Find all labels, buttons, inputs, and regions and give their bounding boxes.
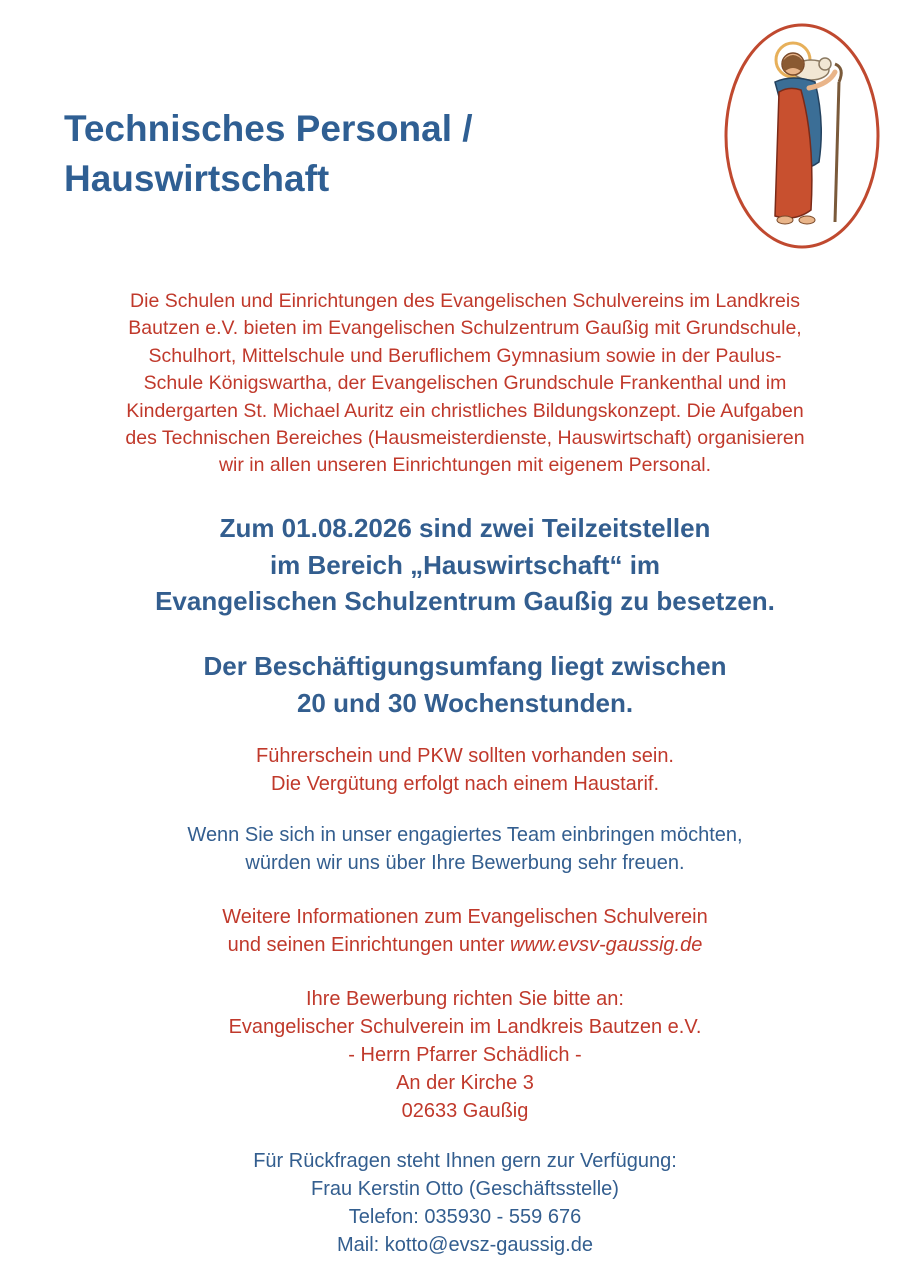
positions-line: Evangelischen Schulzentrum Gaußig zu besetzen.: [155, 586, 775, 616]
website-link[interactable]: www.evsv-gaussig.de: [510, 934, 703, 956]
intro-line: des Technischen Bereiches (Hausmeisterdienste, Hauswirtschaft) organisieren: [125, 427, 805, 450]
more-info-line: Weitere Informationen zum Evangelischen Schulverein: [222, 906, 708, 928]
application-line: - Herrn Pfarrer Schädlich -: [348, 1044, 582, 1066]
intro-line: Schule Königswartha, der Evangelischen Grundschule Frankenthal und im: [143, 372, 787, 395]
title-line-1: Technisches Personal /: [64, 108, 473, 149]
application-line: An der Kirche 3: [396, 1072, 534, 1094]
title-line-2: Hauswirtschaft: [64, 158, 330, 199]
invitation-line: Wenn Sie sich in unser engagiertes Team einbringen möchten,: [187, 824, 743, 846]
application-line: 02633 Gaußig: [401, 1100, 529, 1122]
contact-phone: Telefon: 035930 - 559 676: [348, 1206, 582, 1228]
more-info-paragraph: [20, 903, 910, 959]
intro-line: Kindergarten St. Michael Auritz ein christliches Bildungskonzept. Die Aufgaben: [126, 399, 804, 422]
invitation-paragraph: [20, 821, 910, 877]
contact-line: Für Rückfragen steht Ihnen gern zur Verfügung:: [253, 1150, 677, 1172]
requirements-line: Führerschein und PKW sollten vorhanden sein.: [255, 745, 674, 767]
invitation-line: würden wir uns über Ihre Bewerbung sehr freuen.: [245, 852, 685, 874]
application-line: Evangelischer Schulverein im Landkreis Bautzen e.V.: [228, 1016, 702, 1038]
contact-paragraph: [20, 1147, 910, 1259]
intro-paragraph: [20, 288, 910, 480]
more-info-line-2: [20, 931, 910, 959]
page-title: [64, 104, 473, 204]
requirements-paragraph: [20, 742, 910, 798]
application-line: Ihre Bewerbung richten Sie bitte an:: [306, 988, 624, 1010]
scope-line: Der Beschäftigungsumfang liegt zwischen: [203, 651, 727, 681]
intro-line: Die Schulen und Einrichtungen des Evangelischen Schulvereins im Landkreis: [130, 290, 800, 312]
requirements-line: Die Vergütung erfolgt nach einem Haustarif.: [271, 773, 659, 795]
scope-line: 20 und 30 Wochenstunden.: [296, 687, 634, 718]
intro-line: Schulhort, Mittelschule und Beruflichem Gymnasium sowie in der Paulus-: [148, 344, 782, 367]
positions-headline: [20, 510, 910, 620]
more-info-prefix: und seinen Einrichtungen unter: [227, 934, 511, 956]
positions-line: im Bereich „Hauswirtschaft“ im: [269, 549, 661, 580]
positions-line: Zum 01.08.2026 sind zwei Teilzeitstellen: [219, 513, 711, 543]
good-shepherd-emblem-icon: [723, 22, 881, 250]
intro-line: Bautzen e.V. bieten im Evangelischen Schulzentrum Gaußig mit Grundschule,: [128, 317, 802, 340]
contact-email[interactable]: Mail: kotto@evsz-gaussig.de: [337, 1234, 593, 1256]
intro-line: wir in allen unseren Einrichtungen mit eigenem Personal.: [218, 454, 712, 477]
contact-name: Frau Kerstin Otto (Geschäftsstelle): [311, 1178, 619, 1200]
scope-headline: [20, 648, 910, 721]
application-address: [20, 985, 910, 1125]
